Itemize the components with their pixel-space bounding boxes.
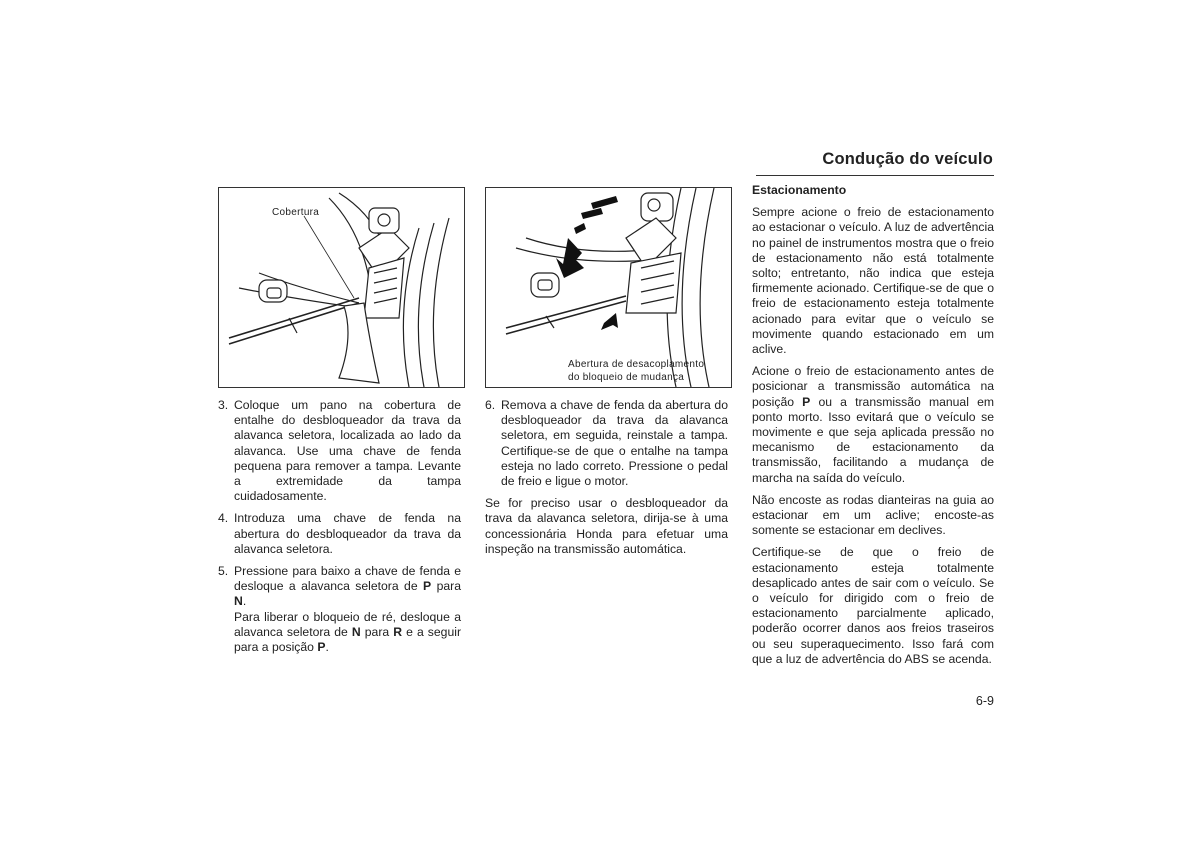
page-header-title: Condução do veículo <box>822 150 993 168</box>
step-3 <box>218 398 461 504</box>
step-4-number: 4. <box>218 511 229 526</box>
section-heading-parking: Estacionamento <box>752 183 847 197</box>
figure-label-cover: Cobertura <box>272 207 320 218</box>
step-6-text: Remova a chave de fenda da abertura do desbloqueador da trava da alavanca seletora, em seguida, reinstale a tampa. Certifique-se de que o entalhe na tampa esteja no lado correto. Pressione o pedal de freio e ligue o motor. <box>501 398 728 489</box>
figure-shift-cover-drawing <box>219 188 464 387</box>
step-3-text: Coloque um pano na cobertura de entalhe do desbloqueador da trava da alavanca seletora, localizada ao lado da alavanca. Use uma chave de fenda pequena para remover a tampa. Levante a extremidade da tampa cuidadosamente. <box>234 398 461 504</box>
page-number: 6-9 <box>975 694 994 708</box>
step-6 <box>485 398 728 489</box>
parking-para-1: Sempre acione o freio de estacionamento ao estacionar o veículo. A luz de advertência no painel de instrumentos mostra que o freio de estacionamento não está totalmente solto; entretanto, não indica que esteja firmemente acionado. Certifique-se de que o freio de estacionamento esteja totalmente acionado para evitar que o veículo se movimente quando estacionado em um aclive. <box>752 205 994 357</box>
step-6-number: 6. <box>485 398 496 412</box>
parking-para-4: Certifique-se de que o freio de estacionamento esteja totalmente desaplicado antes de sair com o veículo. Se o veículo for dirigido com o freio de estacionamento parcialmente aplicado, poderão ocorrer danos aos freios traseiros ou seu superaquecimento. Isso fará com que a luz de advertência do ABS se acenda. <box>752 545 994 666</box>
dealer-note: Se for preciso usar o desbloqueador da trava da alavanca seletora, dirija-se à uma concessionária Honda para efetuar uma inspeção na transmissão automática. <box>485 496 728 556</box>
step-4 <box>218 511 461 557</box>
figure-label-release-2: do bloqueio de mudança <box>568 372 685 383</box>
parking-para-3: Não encoste as rodas dianteiras na guia ao estacionar em um aclive; encoste-as somente se estacionar em declives. <box>752 492 994 538</box>
step-3-number: 3. <box>218 398 229 412</box>
figure-shift-lock-release-drawing <box>486 188 731 387</box>
step-5 <box>218 564 461 655</box>
column-2 <box>485 398 728 564</box>
column-3 <box>752 183 994 674</box>
column-1 <box>218 398 461 662</box>
figure-shift-lock-release <box>485 187 732 388</box>
step-4-text: Introduza uma chave de fenda na abertura do desbloqueador da trava da alavanca seletora. <box>234 511 461 556</box>
parking-para-2: Acione o freio de estacionamento antes de posicionar a transmissão automática na posição P ou a transmissão manual em ponto morto. Isso evitará que o veículo se movimente e que seja aplicada pressão no mecanismo de estacionamento da transmissão, facilitando a mudança de marcha na saída do veículo. <box>752 364 994 485</box>
header-rule <box>756 175 994 176</box>
step-5-subtext: Para liberar o bloqueio de ré, desloque a alavanca seletora de N para R e a seguir para a posição P. <box>234 609 462 655</box>
figure-label-release-1: Abertura de desacoplamento <box>568 359 705 370</box>
figure-shift-cover <box>218 187 465 388</box>
step-5-number: 5. <box>218 564 229 579</box>
step-5-text: Pressione para baixo a chave de fenda e desloque a alavanca seletora de P para N. <box>234 564 461 609</box>
